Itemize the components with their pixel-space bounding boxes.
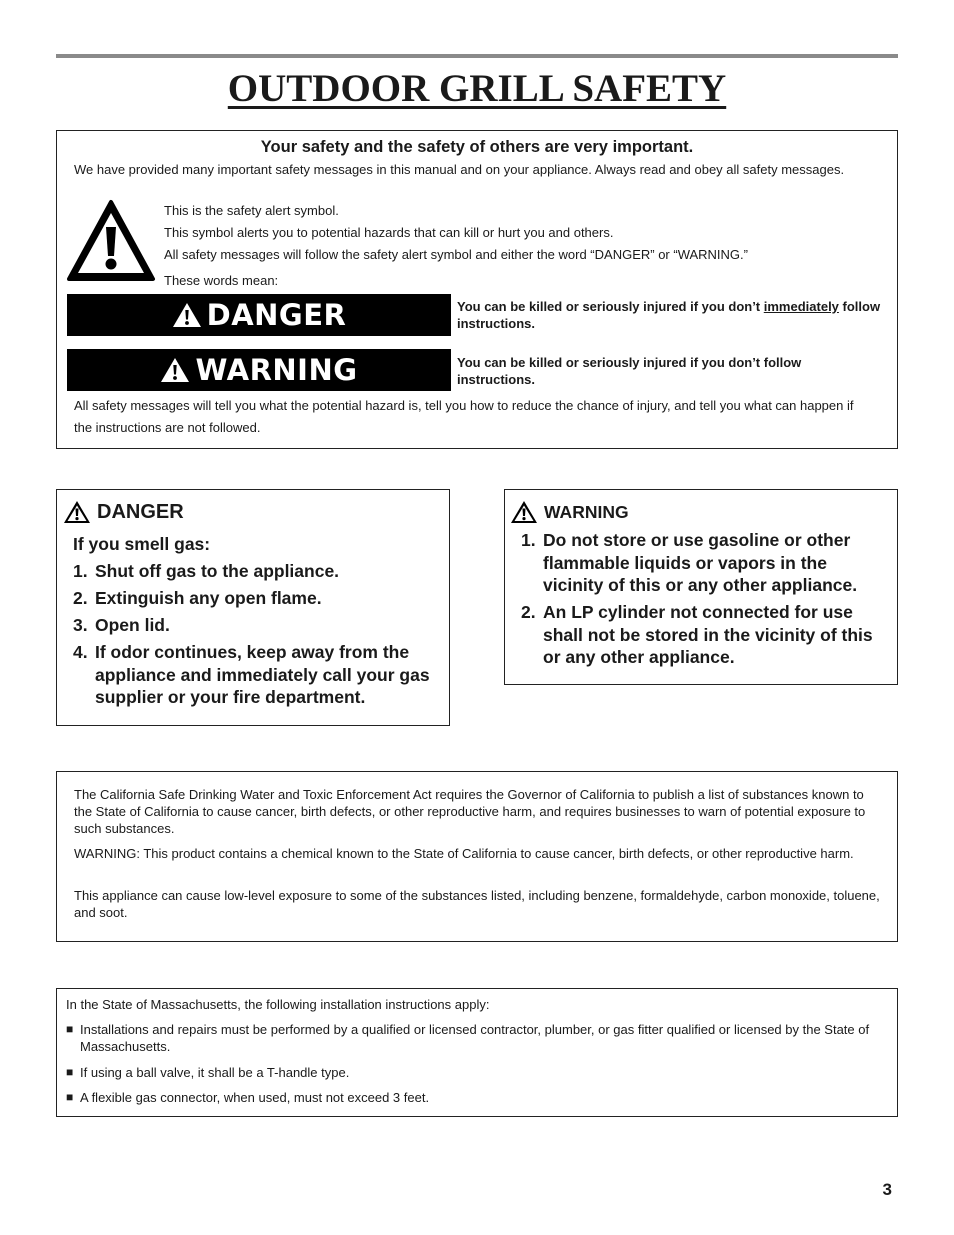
danger-steps-list (73, 560, 443, 709)
page-title: OUTDOOR GRILL SAFETY (227, 67, 727, 110)
list-item: 2. An LP cylinder not connected for use shall not be stored in the vicinity of this or any other appliance. (521, 602, 873, 667)
danger-box-title: DANGER (97, 500, 184, 523)
ca-paragraph-3: This appliance can cause low-level exposure to some of the substances listed, including benzene, formaldehyde, carbon monoxide, toluene, and soot. (74, 888, 880, 920)
danger-alert-icon (63, 500, 91, 524)
ca-paragraph-1: The California Safe Drinking Water and Toxic Enforcement Act requires the Governor of California to publish a list of substances known to the State of California to cause cancer, birth defects, or other reproductive harm, and requires businesses to warn of potential exposure to such substances. (74, 787, 866, 836)
top-rule (56, 54, 898, 58)
warning-box-header (510, 500, 629, 524)
alert-line-1: This is the safety alert symbol. (164, 203, 339, 218)
warning-banner-description: You can be killed or seriously injured if you don’t follow instructions. (457, 355, 802, 387)
warning-triangle-icon (160, 357, 190, 383)
ma-intro: In the State of Massachusetts, the following installation instructions apply: (66, 997, 490, 1012)
alert-line-3: All safety messages will follow the safety alert symbol and either the word “DANGER” or “WARNING.” (164, 247, 748, 262)
list-item: 1. Do not store or use gasoline or other flammable liquids or vapors in the vicinity of this or any other appliance. (521, 530, 858, 595)
bullet-square-icon: ■ (66, 1090, 74, 1104)
alert-line-2: This symbol alerts you to potential hazards that can kill or hurt you and others. (164, 225, 614, 240)
massachusetts-box (56, 988, 898, 1117)
list-item: 1. Shut off gas to the appliance. (73, 561, 340, 581)
danger-desc-underlined: immediately (763, 299, 839, 314)
list-item: ■ If using a ball valve, it shall be a T-handle type. (66, 1065, 350, 1080)
warning-items-list (521, 529, 891, 669)
warning-banner-label: WARNING (195, 353, 358, 387)
safety-intro-box (56, 130, 898, 449)
bullet-square-icon: ■ (66, 1065, 74, 1079)
danger-box-lead: If you smell gas: (73, 534, 211, 554)
warning-gasoline-box (504, 489, 898, 685)
danger-banner (67, 294, 451, 336)
alert-line-4: These words mean: (164, 273, 279, 288)
safety-alert-triangle-icon (66, 199, 156, 283)
bullet-square-icon: ■ (66, 1022, 74, 1036)
list-item: ■ Installations and repairs must be performed by a qualified or licensed contractor, plumber, or gas fitter qualified or licensed by the State of Massachusetts. (66, 1022, 870, 1054)
california-prop65-box (56, 771, 898, 942)
danger-desc-text: You can be killed or seriously injured if you don’t (457, 299, 764, 314)
warning-box-title: WARNING (544, 501, 629, 522)
list-item: 4. If odor continues, keep away from the appliance and immediately call your gas supplier or your fire department. (73, 642, 430, 707)
safety-closing-text: All safety messages will tell you what the potential hazard is, tell you how to reduce the chance of injury, and tell you what can happen if the instructions are not followed. (74, 398, 854, 435)
warning-banner (67, 349, 451, 391)
danger-box-header (63, 500, 184, 524)
danger-banner-description (457, 298, 882, 332)
danger-desc-text-end: follow instructions. (457, 299, 881, 331)
list-item: 2. Extinguish any open flame. (73, 588, 322, 608)
danger-banner-label: DANGER (206, 298, 347, 332)
list-item: 3. Open lid. (73, 615, 170, 635)
danger-gas-box (56, 489, 450, 726)
safety-intro-text: We have provided many important safety messages in this manual and on your appliance. Always read and obey all safety messages. (74, 162, 845, 177)
safety-headline: Your safety and the safety of others are very important. (260, 138, 694, 156)
danger-triangle-icon (172, 302, 202, 328)
warning-alert-icon (510, 500, 538, 524)
ca-paragraph-2: WARNING: This product contains a chemical known to the State of California to cause cancer, birth defects, or other reproductive harm. (74, 846, 854, 861)
page-number: 3 (882, 1180, 892, 1199)
list-item: ■ A flexible gas connector, when used, must not exceed 3 feet. (66, 1090, 430, 1105)
